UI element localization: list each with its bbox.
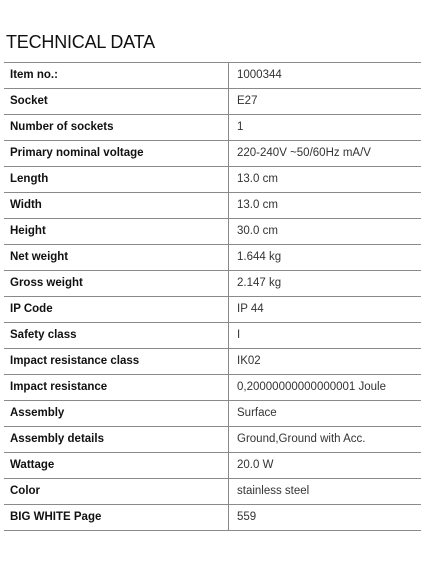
table-row: [4, 453, 421, 479]
row-label: Item no.:: [4, 63, 229, 89]
row-label: Assembly: [4, 401, 229, 427]
table-row: [4, 115, 421, 141]
row-value: E27: [229, 89, 422, 115]
table-row: [4, 479, 421, 505]
table-row: [4, 297, 421, 323]
row-label: Primary nominal voltage: [4, 141, 229, 167]
table-row: [4, 401, 421, 427]
table-row: [4, 245, 421, 271]
row-value: 1: [229, 115, 422, 141]
row-value: Surface: [229, 401, 422, 427]
table-row: [4, 141, 421, 167]
row-label: Assembly details: [4, 427, 229, 453]
row-label: BIG WHITE Page: [4, 505, 229, 531]
row-label: Gross weight: [4, 271, 229, 297]
table-row: [4, 271, 421, 297]
page-title: TECHNICAL DATA: [6, 32, 155, 52]
row-value: IP 44: [229, 297, 422, 323]
table-row: [4, 375, 421, 401]
row-value: 30.0 cm: [229, 219, 422, 245]
table-row: [4, 167, 421, 193]
table-row: [4, 349, 421, 375]
row-value: 220-240V ~50/60Hz mA/V: [229, 141, 422, 167]
row-value: stainless steel: [229, 479, 422, 505]
row-label: IP Code: [4, 297, 229, 323]
row-label: Color: [4, 479, 229, 505]
table-row: [4, 219, 421, 245]
row-label: Safety class: [4, 323, 229, 349]
table-row: [4, 89, 421, 115]
row-value: 13.0 cm: [229, 167, 422, 193]
table-row: [4, 505, 421, 531]
row-label: Net weight: [4, 245, 229, 271]
row-value: 1000344: [229, 63, 422, 89]
row-label: Socket: [4, 89, 229, 115]
row-value: 1.644 kg: [229, 245, 422, 271]
row-value: 13.0 cm: [229, 193, 422, 219]
row-label: Number of sockets: [4, 115, 229, 141]
row-label: Impact resistance class: [4, 349, 229, 375]
row-value: 559: [229, 505, 422, 531]
table-row: [4, 323, 421, 349]
row-label: Impact resistance: [4, 375, 229, 401]
row-value: Ground,Ground with Acc.: [229, 427, 422, 453]
row-label: Length: [4, 167, 229, 193]
table-row: [4, 63, 421, 89]
table-row: [4, 193, 421, 219]
row-value: 20.0 W: [229, 453, 422, 479]
row-value: 0,20000000000000001 Joule: [229, 375, 422, 401]
row-label: Height: [4, 219, 229, 245]
row-value: I: [229, 323, 422, 349]
row-value: 2.147 kg: [229, 271, 422, 297]
table-row: [4, 427, 421, 453]
row-value: IK02: [229, 349, 422, 375]
technical-data-table: [4, 62, 421, 531]
row-label: Width: [4, 193, 229, 219]
row-label: Wattage: [4, 453, 229, 479]
